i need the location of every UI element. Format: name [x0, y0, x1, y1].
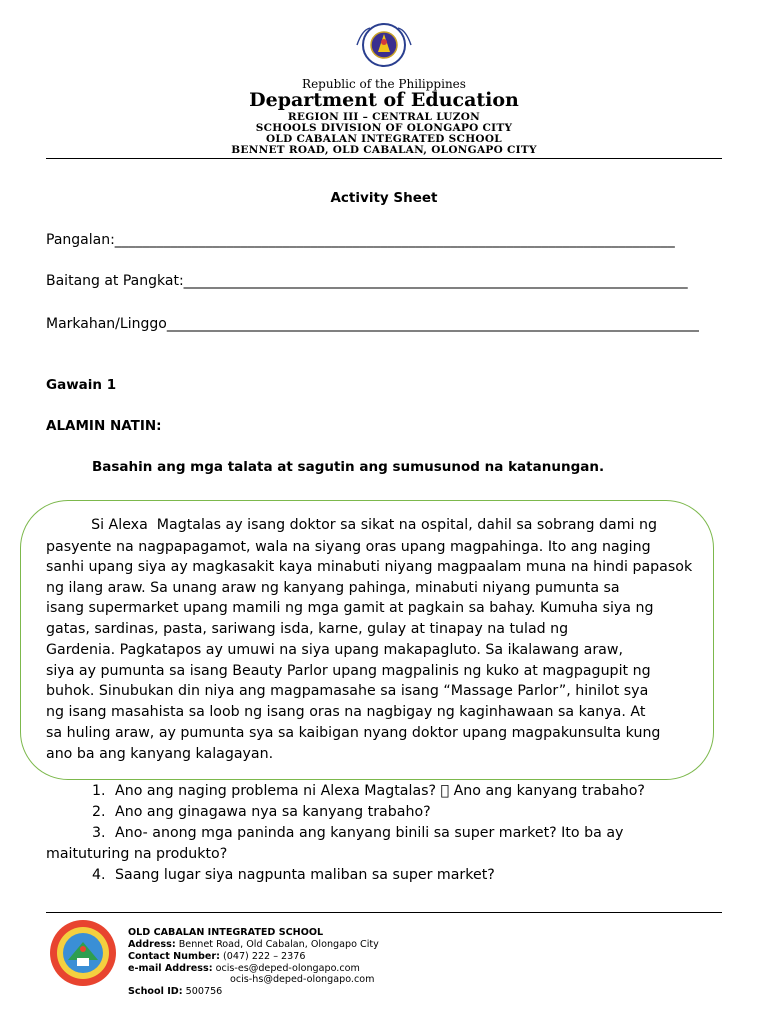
passage-line: ng ilang araw. Sa unang araw ng kanyang pahinga, minabuti niyang pumunta sa	[46, 580, 620, 596]
footer-email-2: ocis-hs@deped-olongapo.com	[230, 974, 375, 985]
passage-line: sanhi upang siya ay magkasakit kaya minabuti niyang magpaalam muna na hindi papasok	[46, 559, 693, 575]
quarter-week-field[interactable]	[46, 316, 718, 332]
footer-address	[128, 939, 379, 951]
instruction-text: Basahin ang mga talata at sagutin ang sumusunod na katanungan.	[92, 459, 605, 475]
address-line: BENNET ROAD, OLD CABALAN, OLONGAPO CITY	[231, 144, 537, 156]
passage-line: gatas, sardinas, pasta, sariwang isda, karne, gulay at tinapay na tulad ng	[46, 621, 569, 637]
footer-contact-value: (047) 222 – 2376	[219, 951, 306, 962]
question-text: Ano ang naging problema ni Alexa Magtalas?   Ano ang kanyang trabaho?	[115, 783, 645, 799]
deped-seal-logo	[348, 22, 420, 68]
passage-line: ano ba ang kanyang kalagayan.	[46, 746, 274, 762]
footer-address-label: Address:	[128, 939, 176, 950]
school-line: OLD CABALAN INTEGRATED SCHOOL	[265, 133, 502, 145]
footer-email-label: e-mail Address:	[128, 963, 213, 974]
footer-contact	[128, 951, 305, 963]
question-text: maituturing na produkto?	[46, 846, 228, 862]
department-title: Department of Education	[249, 89, 519, 111]
passage-line: Si Alexa Magtalas ay isang doktor sa sikat na ospital, dahil sa sobrang dami ng	[46, 517, 658, 533]
field-blank: ____________________________________________________________________________	[166, 316, 699, 332]
field-label: Pangalan:	[46, 232, 115, 248]
section-heading: ALAMIN NATIN:	[46, 418, 162, 434]
footer-divider	[46, 912, 722, 913]
passage-line: pasyente na nagpapagamot, wala na siyang oras upang magpahinga. Ito ang naging	[46, 539, 651, 555]
question-1	[92, 783, 645, 799]
passage-line: isang supermarket upang mamili ng mga gamit at pagkain sa bahay. Kumuha siya ng	[46, 600, 654, 616]
question-text: Ano- anong mga paninda ang kanyang binili sa super market? Ito ba ay	[115, 825, 624, 841]
question-text: Saang lugar siya nagpunta maliban sa super market?	[115, 867, 495, 883]
footer-email-value: ocis-es@deped-olongapo.com	[212, 963, 360, 974]
question-3	[92, 825, 623, 841]
field-blank: ________________________________________________________________________	[183, 273, 688, 289]
region-line: REGION III – CENTRAL LUZON	[287, 111, 481, 123]
passage-line: siya ay pumunta sa isang Beauty Parlor upang magpalinis ng kuko at magpagupit ng	[46, 663, 651, 679]
question-4	[92, 867, 495, 883]
header-divider	[46, 158, 722, 159]
passage-line: buhok. Sinubukan din niya ang magpamasahe sa isang “Massage Parlor”, hinilot sya	[46, 683, 649, 699]
school-logo	[48, 918, 118, 988]
passage-line: Gardenia. Pagkatapos ay umuwi na siya upang makapagluto. Sa ikalawang araw,	[46, 642, 623, 658]
footer-school-name: OLD CABALAN INTEGRATED SCHOOL	[128, 927, 324, 938]
footer-school-id	[128, 986, 222, 998]
question-text: Ano ang ginagawa nya sa kanyang trabaho?	[115, 804, 431, 820]
footer-school-id-label: School ID:	[128, 986, 183, 997]
field-blank: ________________________________________________________________________________	[114, 232, 675, 248]
division-line: SCHOOLS DIVISION OF OLONGAPO CITY	[255, 122, 513, 134]
passage-line: ng isang masahista sa loob ng isang oras na nagbigay ng kaginhawaan sa kanya. At	[46, 704, 646, 720]
grade-section-field[interactable]	[46, 273, 722, 289]
passage-line: sa huling araw, ay pumunta sya sa kaibigan nyang doktor upang magpakunsulta kung	[46, 725, 661, 741]
name-field[interactable]	[46, 232, 722, 248]
field-label: Baitang at Pangkat:	[46, 273, 184, 289]
question-number: 3.	[92, 825, 106, 841]
question-2	[92, 804, 431, 820]
activity-title: Activity Sheet	[330, 190, 438, 206]
footer-school-id-value: 500756	[182, 986, 223, 997]
question-number: 2.	[92, 804, 106, 820]
question-3-continuation	[46, 846, 227, 862]
question-number: 4.	[92, 867, 106, 883]
republic-line: Republic of the Philippines	[302, 77, 466, 91]
question-number: 1.	[92, 783, 106, 799]
field-label: Markahan/Linggo	[46, 316, 167, 332]
activity-number: Gawain 1	[46, 377, 117, 393]
footer-address-value: Bennet Road, Old Cabalan, Olongapo City	[175, 939, 379, 950]
footer-contact-label: Contact Number:	[128, 951, 220, 962]
